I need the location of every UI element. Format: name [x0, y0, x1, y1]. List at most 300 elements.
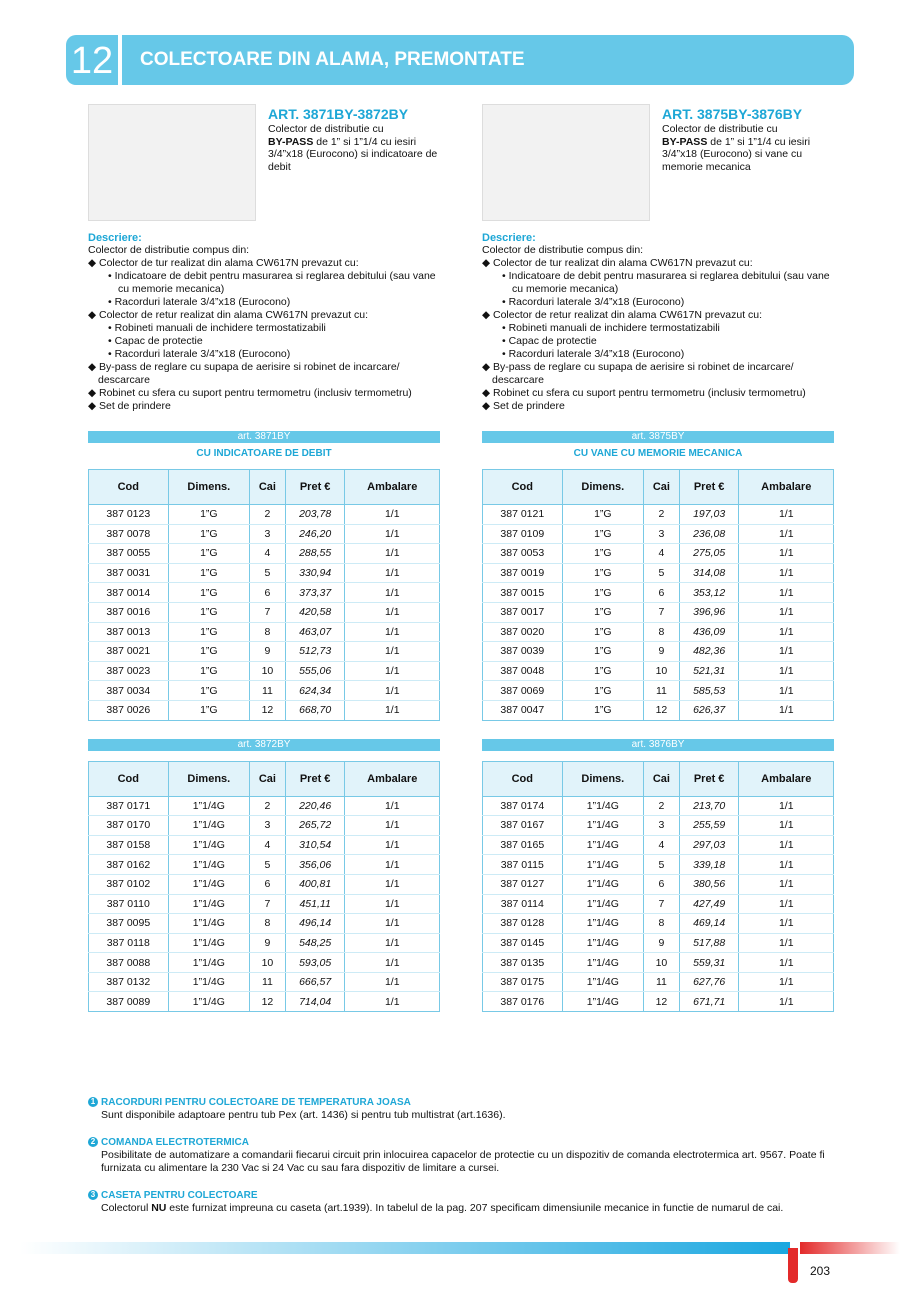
table-cell: 1”G: [562, 524, 643, 544]
table-band: art. 3871BY: [88, 431, 440, 443]
table-row: [89, 700, 440, 720]
table-cell: 387 0145: [483, 933, 563, 953]
table-cell: 12: [644, 992, 680, 1012]
table-cell: 1/1: [345, 796, 440, 816]
table-cell: 1”G: [562, 544, 643, 564]
description-heading: Descriere:: [88, 232, 142, 244]
note-title: COMANDA ELECTROTERMICA: [101, 1137, 249, 1148]
table-cell: 1/1: [739, 602, 834, 622]
column-header: Dimens.: [562, 470, 643, 505]
table-header-row: [483, 470, 834, 505]
art-title: ART. 3871BY-3872BY: [268, 106, 409, 122]
table-row: [89, 933, 440, 953]
table-cell: 1/1: [739, 583, 834, 603]
table-band: art. 3875BY: [482, 431, 834, 443]
table-cell: 5: [250, 855, 286, 875]
table-cell: 387 0048: [483, 661, 563, 681]
table-cell: 1/1: [739, 855, 834, 875]
table-cell: 387 0176: [483, 992, 563, 1012]
note-body: Sunt disponibile adaptoare pentru tub Pex (art. 1436) si pentru tub multistrat (art.1636).: [101, 1109, 506, 1121]
table-cell: 387 0014: [89, 583, 169, 603]
table-row: [89, 972, 440, 992]
table-cell: 387 0167: [483, 816, 563, 836]
table-cell: 1”G: [168, 622, 249, 642]
table-row: [483, 505, 834, 525]
column-header: Dimens.: [168, 470, 249, 505]
column-header: Pret €: [679, 470, 739, 505]
table-cell: 1”1/4G: [562, 855, 643, 875]
header-bar: [122, 35, 854, 85]
table-row: [483, 602, 834, 622]
table-cell: 387 0174: [483, 796, 563, 816]
table-cell: 3: [644, 524, 680, 544]
note-3: [88, 1189, 833, 1215]
table-cell: 387 0020: [483, 622, 563, 642]
table-cell: 668,70: [285, 700, 345, 720]
table-cell: 220,46: [285, 796, 345, 816]
table-cell: 1”G: [562, 642, 643, 662]
table-cell: 1/1: [739, 874, 834, 894]
column-header: Cod: [483, 761, 563, 796]
table-cell: 7: [250, 894, 286, 914]
product-photo: [482, 104, 650, 221]
table-cell: 3: [250, 524, 286, 544]
table-cell: 3: [644, 816, 680, 836]
table-cell: 1/1: [345, 700, 440, 720]
table-cell: 4: [644, 835, 680, 855]
price-table-block: [482, 431, 834, 721]
table-cell: 1/1: [345, 874, 440, 894]
table-cell: 373,37: [285, 583, 345, 603]
table-cell: 4: [644, 544, 680, 564]
table-cell: 1”1/4G: [168, 855, 249, 875]
table-cell: 1”G: [168, 661, 249, 681]
table-cell: 387 0162: [89, 855, 169, 875]
table-cell: 1”1/4G: [562, 894, 643, 914]
column-header: Pret €: [285, 470, 345, 505]
table-cell: 6: [644, 583, 680, 603]
tables-container: [482, 431, 834, 1012]
table-cell: 387 0175: [483, 972, 563, 992]
table-subtitle: CU VANE CU MEMORIE MECANICA: [573, 448, 743, 459]
price-table: [88, 469, 440, 721]
table-cell: 12: [250, 700, 286, 720]
note-number-icon: 3: [88, 1190, 98, 1200]
description-line: ◆ By-pass de reglare cu supapa de aerisire si robinet de incarcare/ descarcare: [482, 361, 794, 386]
table-cell: 387 0069: [483, 681, 563, 701]
table-cell: 671,71: [679, 992, 739, 1012]
art-desc-part2: de 1” si 1”1/4 cu iesiri 3/4”x18 (Eurocono) si indicatoare de debit: [268, 135, 438, 173]
table-cell: 11: [250, 681, 286, 701]
table-cell: 387 0165: [483, 835, 563, 855]
table-cell: 1”1/4G: [168, 816, 249, 836]
table-cell: 6: [250, 583, 286, 603]
note-text: este furnizat impreuna cu caseta (art.1939). In tabelul de la pag. 207 specificam dimensiunile mecanice in functie de numarul de cai.: [166, 1202, 784, 1214]
table-cell: 387 0047: [483, 700, 563, 720]
table-cell: 1”G: [168, 563, 249, 583]
table-cell: 255,59: [679, 816, 739, 836]
note-body: [88, 1202, 833, 1215]
table-cell: 10: [644, 661, 680, 681]
table-cell: 387 0102: [89, 874, 169, 894]
table-cell: 469,14: [679, 914, 739, 934]
table-cell: 1/1: [345, 855, 440, 875]
table-cell: 548,25: [285, 933, 345, 953]
table-cell: 387 0115: [483, 855, 563, 875]
table-cell: 1/1: [345, 972, 440, 992]
column-header: Pret €: [679, 761, 739, 796]
description-line: • Indicatoare de debit pentru masurarea si reglarea debitului (sau vane cu memorie mecanica): [108, 270, 436, 295]
table-cell: 236,08: [679, 524, 739, 544]
table-row: [89, 642, 440, 662]
table-cell: 521,31: [679, 661, 739, 681]
table-cell: 451,11: [285, 894, 345, 914]
note-number-icon: 2: [88, 1137, 98, 1147]
description-line: • Robineti manuali de inchidere termostatizabili: [108, 322, 326, 334]
table-cell: 1”1/4G: [168, 894, 249, 914]
table-cell: 512,73: [285, 642, 345, 662]
table-row: [89, 855, 440, 875]
art-desc-bold: BY-PASS: [662, 135, 708, 148]
table-cell: 1/1: [345, 583, 440, 603]
table-cell: 1/1: [345, 544, 440, 564]
table-cell: 585,53: [679, 681, 739, 701]
table-cell: 1”G: [168, 544, 249, 564]
table-row: [89, 835, 440, 855]
description-line: • Indicatoare de debit pentru masurarea si reglarea debitului (sau vane cu memorie mecanica): [502, 270, 830, 295]
table-cell: 353,12: [679, 583, 739, 603]
table-cell: 1/1: [739, 622, 834, 642]
table-cell: 427,49: [679, 894, 739, 914]
note-heading: [88, 1189, 833, 1202]
table-cell: 3: [250, 816, 286, 836]
table-row: [89, 816, 440, 836]
table-row: [89, 992, 440, 1012]
table-cell: 11: [644, 972, 680, 992]
description-line: • Racorduri laterale 3/4”x18 (Eurocono): [502, 296, 685, 308]
table-cell: 356,06: [285, 855, 345, 875]
table-row: [89, 563, 440, 583]
description-line: • Capac de protectie: [108, 335, 203, 347]
table-row: [89, 681, 440, 701]
table-cell: 203,78: [285, 505, 345, 525]
footer-pipe: [788, 1248, 798, 1283]
table-cell: 1”1/4G: [168, 992, 249, 1012]
left-column: [88, 100, 440, 1012]
table-row: [89, 602, 440, 622]
table-cell: 8: [250, 622, 286, 642]
table-cell: 1”1/4G: [562, 874, 643, 894]
description-line: • Racorduri laterale 3/4”x18 (Eurocono): [502, 348, 685, 360]
table-row: [483, 835, 834, 855]
table-row: [89, 874, 440, 894]
table-cell: 496,14: [285, 914, 345, 934]
table-cell: 387 0053: [483, 544, 563, 564]
description-heading: Descriere:: [482, 232, 536, 244]
price-table: [482, 761, 834, 1013]
description-line: • Racorduri laterale 3/4”x18 (Eurocono): [108, 296, 291, 308]
table-cell: 1/1: [739, 661, 834, 681]
table-cell: 10: [644, 953, 680, 973]
table-cell: 246,20: [285, 524, 345, 544]
table-row: [483, 874, 834, 894]
table-cell: 1/1: [739, 796, 834, 816]
table-cell: 400,81: [285, 874, 345, 894]
description-line: Colector de distributie compus din:: [88, 244, 250, 256]
table-cell: 1/1: [345, 622, 440, 642]
price-table-block: [88, 739, 440, 1013]
table-row: [89, 583, 440, 603]
table-cell: 1”1/4G: [562, 835, 643, 855]
table-row: [483, 914, 834, 934]
column-header: Ambalare: [345, 761, 440, 796]
table-row: [483, 953, 834, 973]
table-cell: 1”G: [562, 700, 643, 720]
table-row: [483, 816, 834, 836]
description-line: • Robineti manuali de inchidere termostatizabili: [502, 322, 720, 334]
table-cell: 1/1: [739, 700, 834, 720]
table-cell: 11: [250, 972, 286, 992]
description-line: ◆ Set de prindere: [482, 400, 565, 412]
table-cell: 1”G: [168, 602, 249, 622]
note-title: CASETA PENTRU COLECTOARE: [101, 1190, 258, 1201]
price-table-block: [88, 431, 440, 721]
product-photo: [88, 104, 256, 221]
table-cell: 5: [644, 563, 680, 583]
table-cell: 1/1: [345, 661, 440, 681]
table-cell: 517,88: [679, 933, 739, 953]
table-cell: 1”G: [168, 505, 249, 525]
column-header: Cai: [644, 470, 680, 505]
table-subtitle: [88, 751, 440, 761]
table-cell: 12: [250, 992, 286, 1012]
table-cell: 1/1: [739, 544, 834, 564]
table-cell: 297,03: [679, 835, 739, 855]
table-cell: 8: [644, 914, 680, 934]
description-line: ◆ Colector de tur realizat din alama CW617N prevazut cu:: [88, 257, 359, 269]
footnotes: [88, 1096, 833, 1229]
table-row: [89, 622, 440, 642]
table-cell: 1/1: [739, 992, 834, 1012]
column-header: Pret €: [285, 761, 345, 796]
table-row: [89, 544, 440, 564]
table-cell: 1/1: [345, 953, 440, 973]
art-description: [268, 123, 440, 173]
table-row: [483, 642, 834, 662]
table-row: [483, 972, 834, 992]
table-cell: 1/1: [345, 602, 440, 622]
table-cell: 1/1: [739, 816, 834, 836]
table-row: [483, 894, 834, 914]
note-1: [88, 1096, 833, 1122]
table-cell: 1”G: [562, 563, 643, 583]
description-line: ◆ Robinet cu sfera cu suport pentru termometru (inclusiv termometru): [88, 387, 412, 399]
table-cell: 10: [250, 953, 286, 973]
column-header: Ambalare: [345, 470, 440, 505]
table-row: [483, 796, 834, 816]
table-cell: 330,94: [285, 563, 345, 583]
table-cell: 10: [250, 661, 286, 681]
note-heading: [88, 1136, 833, 1149]
footer-band: [20, 1242, 790, 1254]
table-cell: 265,72: [285, 816, 345, 836]
table-cell: 1/1: [345, 816, 440, 836]
description-line: ◆ Colector de retur realizat din alama CW617N prevazut cu:: [88, 309, 369, 321]
table-cell: 1”1/4G: [562, 953, 643, 973]
description-list: [88, 244, 440, 413]
table-cell: 310,54: [285, 835, 345, 855]
table-cell: 387 0017: [483, 602, 563, 622]
table-cell: 2: [250, 505, 286, 525]
table-cell: 666,57: [285, 972, 345, 992]
table-cell: 1”1/4G: [168, 933, 249, 953]
table-cell: 387 0132: [89, 972, 169, 992]
table-row: [483, 583, 834, 603]
description-line: ◆ By-pass de reglare cu supapa de aerisire si robinet de incarcare/ descarcare: [88, 361, 400, 386]
table-cell: 1/1: [739, 835, 834, 855]
column-header: Ambalare: [739, 761, 834, 796]
art-desc-part1: Colector de distributie cu: [268, 123, 384, 135]
table-cell: 387 0039: [483, 642, 563, 662]
table-row: [483, 933, 834, 953]
table-cell: 387 0123: [89, 505, 169, 525]
table-cell: 387 0089: [89, 992, 169, 1012]
note-text: Colectorul: [101, 1202, 152, 1214]
table-cell: 8: [644, 622, 680, 642]
table-cell: 1”1/4G: [562, 796, 643, 816]
table-cell: 9: [644, 933, 680, 953]
art-desc-part2: de 1” si 1”1/4 cu iesiri 3/4”x18 (Eurocono) si vane cu memorie mecanica: [662, 135, 811, 173]
column-header: Dimens.: [168, 761, 249, 796]
table-cell: 1”G: [168, 681, 249, 701]
note-title: RACORDURI PENTRU COLECTOARE DE TEMPERATURA JOASA: [101, 1097, 411, 1108]
table-cell: 555,06: [285, 661, 345, 681]
table-cell: 1”G: [168, 524, 249, 544]
table-cell: 387 0109: [483, 524, 563, 544]
table-cell: 1”G: [168, 642, 249, 662]
column-header: Dimens.: [562, 761, 643, 796]
table-row: [89, 894, 440, 914]
note-text-bold: NU: [151, 1202, 167, 1214]
table-cell: 1”1/4G: [168, 914, 249, 934]
table-row: [483, 661, 834, 681]
table-cell: 1”1/4G: [168, 835, 249, 855]
table-cell: 387 0128: [483, 914, 563, 934]
table-cell: 387 0031: [89, 563, 169, 583]
table-cell: 1/1: [345, 835, 440, 855]
table-cell: 5: [250, 563, 286, 583]
table-cell: 1”1/4G: [562, 972, 643, 992]
page-number: 203: [810, 1264, 831, 1278]
table-cell: 1/1: [345, 933, 440, 953]
table-row: [89, 953, 440, 973]
table-band: art. 3872BY: [88, 739, 440, 751]
table-cell: 1/1: [345, 505, 440, 525]
table-cell: 1/1: [345, 914, 440, 934]
art-description: [662, 123, 834, 173]
art-desc-bold: BY-PASS: [268, 135, 314, 148]
table-cell: 593,05: [285, 953, 345, 973]
description-line: • Racorduri laterale 3/4”x18 (Eurocono): [108, 348, 291, 360]
table-cell: 1”1/4G: [168, 953, 249, 973]
table-cell: 2: [250, 796, 286, 816]
table-cell: 1/1: [739, 953, 834, 973]
table-cell: 1”G: [562, 661, 643, 681]
table-cell: 9: [644, 642, 680, 662]
table-row: [483, 700, 834, 720]
column-header: Cai: [250, 470, 286, 505]
table-cell: 627,76: [679, 972, 739, 992]
description-line: ◆ Colector de retur realizat din alama CW617N prevazut cu:: [482, 309, 763, 321]
table-cell: 387 0170: [89, 816, 169, 836]
table-cell: 482,36: [679, 642, 739, 662]
price-table: [482, 469, 834, 721]
column-header: Cod: [89, 761, 169, 796]
table-cell: 387 0121: [483, 505, 563, 525]
table-cell: 387 0135: [483, 953, 563, 973]
table-cell: 7: [250, 602, 286, 622]
table-band: art. 3876BY: [482, 739, 834, 751]
table-cell: 1/1: [345, 642, 440, 662]
table-cell: 380,56: [679, 874, 739, 894]
table-cell: 420,58: [285, 602, 345, 622]
column-header: Cod: [483, 470, 563, 505]
table-row: [483, 992, 834, 1012]
table-cell: 1”1/4G: [168, 796, 249, 816]
table-cell: 8: [250, 914, 286, 934]
description-line: ◆ Robinet cu sfera cu suport pentru termometru (inclusiv termometru): [482, 387, 806, 399]
table-cell: 1”G: [168, 583, 249, 603]
chapter-number: 12: [66, 35, 118, 85]
table-cell: 387 0088: [89, 953, 169, 973]
table-cell: 1/1: [345, 563, 440, 583]
table-cell: 1”1/4G: [562, 933, 643, 953]
table-cell: 1”1/4G: [562, 914, 643, 934]
table-cell: 1”G: [168, 700, 249, 720]
table-cell: 4: [250, 835, 286, 855]
table-row: [483, 563, 834, 583]
page-title: COLECTOARE DIN ALAMA, PREMONTATE: [140, 49, 525, 70]
note-number-icon: 1: [88, 1097, 98, 1107]
table-cell: 387 0114: [483, 894, 563, 914]
table-cell: 339,18: [679, 855, 739, 875]
table-cell: 12: [644, 700, 680, 720]
table-cell: 626,37: [679, 700, 739, 720]
table-cell: 9: [250, 933, 286, 953]
table-row: [89, 524, 440, 544]
product-header: [88, 100, 440, 232]
table-cell: 387 0023: [89, 661, 169, 681]
note-2: [88, 1136, 833, 1175]
table-cell: 1”G: [562, 505, 643, 525]
price-table: [88, 761, 440, 1013]
table-cell: 1”G: [562, 583, 643, 603]
product-header: [482, 100, 834, 232]
column-header: Cod: [89, 470, 169, 505]
description-line: • Capac de protectie: [502, 335, 597, 347]
table-cell: 1/1: [739, 914, 834, 934]
table-row: [483, 681, 834, 701]
table-cell: 1/1: [739, 524, 834, 544]
table-row: [89, 505, 440, 525]
table-header-row: [483, 761, 834, 796]
table-cell: 387 0019: [483, 563, 563, 583]
column-header: Ambalare: [739, 470, 834, 505]
table-cell: 387 0127: [483, 874, 563, 894]
table-cell: 6: [250, 874, 286, 894]
table-cell: 463,07: [285, 622, 345, 642]
table-cell: 1”1/4G: [562, 816, 643, 836]
